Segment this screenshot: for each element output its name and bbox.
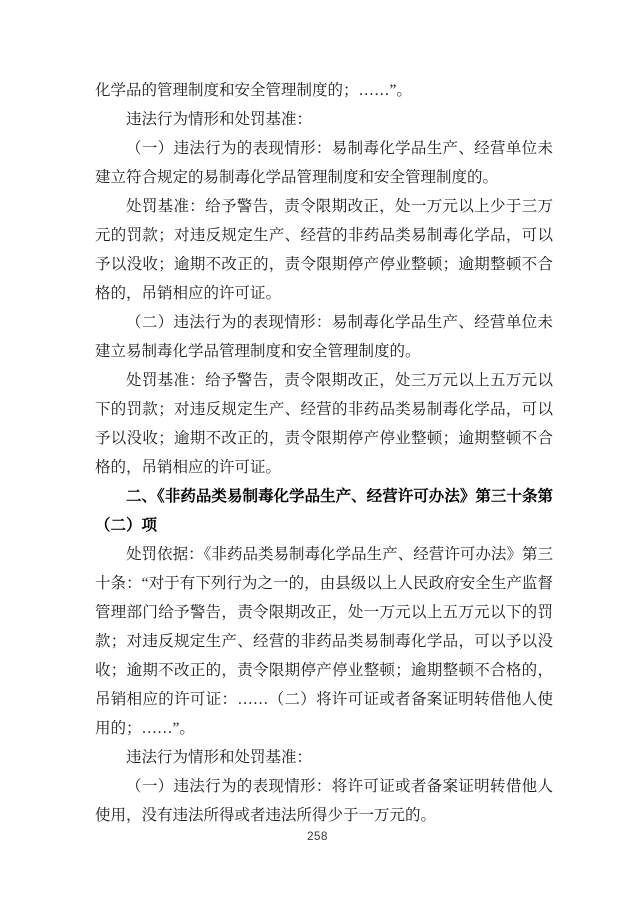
body-paragraph: 违法行为情形和处罚基准： xyxy=(126,111,313,128)
body-paragraph: （一）违法行为的表现情形：易制毒化学品生产、经营单位未建立符合规定的易制毒化学品管理制度和安全管理制度的。 xyxy=(95,140,553,186)
section-heading: 二、《非药品类易制毒化学品生产、经营许可办法》第三十条第（二）项 xyxy=(95,488,553,534)
page-content xyxy=(95,76,553,830)
body-paragraph: 处罚基准：给予警告，责令限期改正，处三万元以上五万元以下的罚款；对违反规定生产、经营的非药品类易制毒化学品，可以予以没收；逾期不改正的，责令限期停产停业整顿；逾期整顿不合格的，吊销相应的许可证。 xyxy=(95,372,553,476)
body-paragraph: 违法行为情形和处罚基准： xyxy=(126,749,313,766)
body-paragraph: （二）违法行为的表现情形：易制毒化学品生产、经营单位未建立易制毒化学品管理制度和安全管理制度的。 xyxy=(95,314,553,360)
page-number: 258 xyxy=(307,831,328,843)
body-paragraph: 处罚基准：给予警告，责令限期改正，处一万元以上少于三万元的罚款；对违反规定生产、经营的非药品类易制毒化学品，可以予以没收；逾期不改正的，责令限期停产停业整顿；逾期整顿不合格的，吊销相应的许可证。 xyxy=(95,198,553,302)
body-paragraph: 处罚依据：《非药品类易制毒化学品生产、经营许可办法》第三十条：“对于有下列行为之一的，由县级以上人民政府安全生产监督管理部门给予警告，责令限期改正，处一万元以上五万元以下的罚款；对违反规定生产、经营的非药品类易制毒化学品，可以予以没收；逾期不改正的，责令限期停产停业整顿；逾期整顿不合格的，吊销相应的许可证：……（二）将许可证或者备案证明转借他人使用的；……”。 xyxy=(95,546,553,737)
body-paragraph: （一）违法行为的表现情形：将许可证或者备案证明转借他人使用，没有违法所得或者违法所得少于一万元的。 xyxy=(95,778,553,824)
body-paragraph-continuation: 化学品的管理制度和安全管理制度的；……”。 xyxy=(95,82,412,99)
